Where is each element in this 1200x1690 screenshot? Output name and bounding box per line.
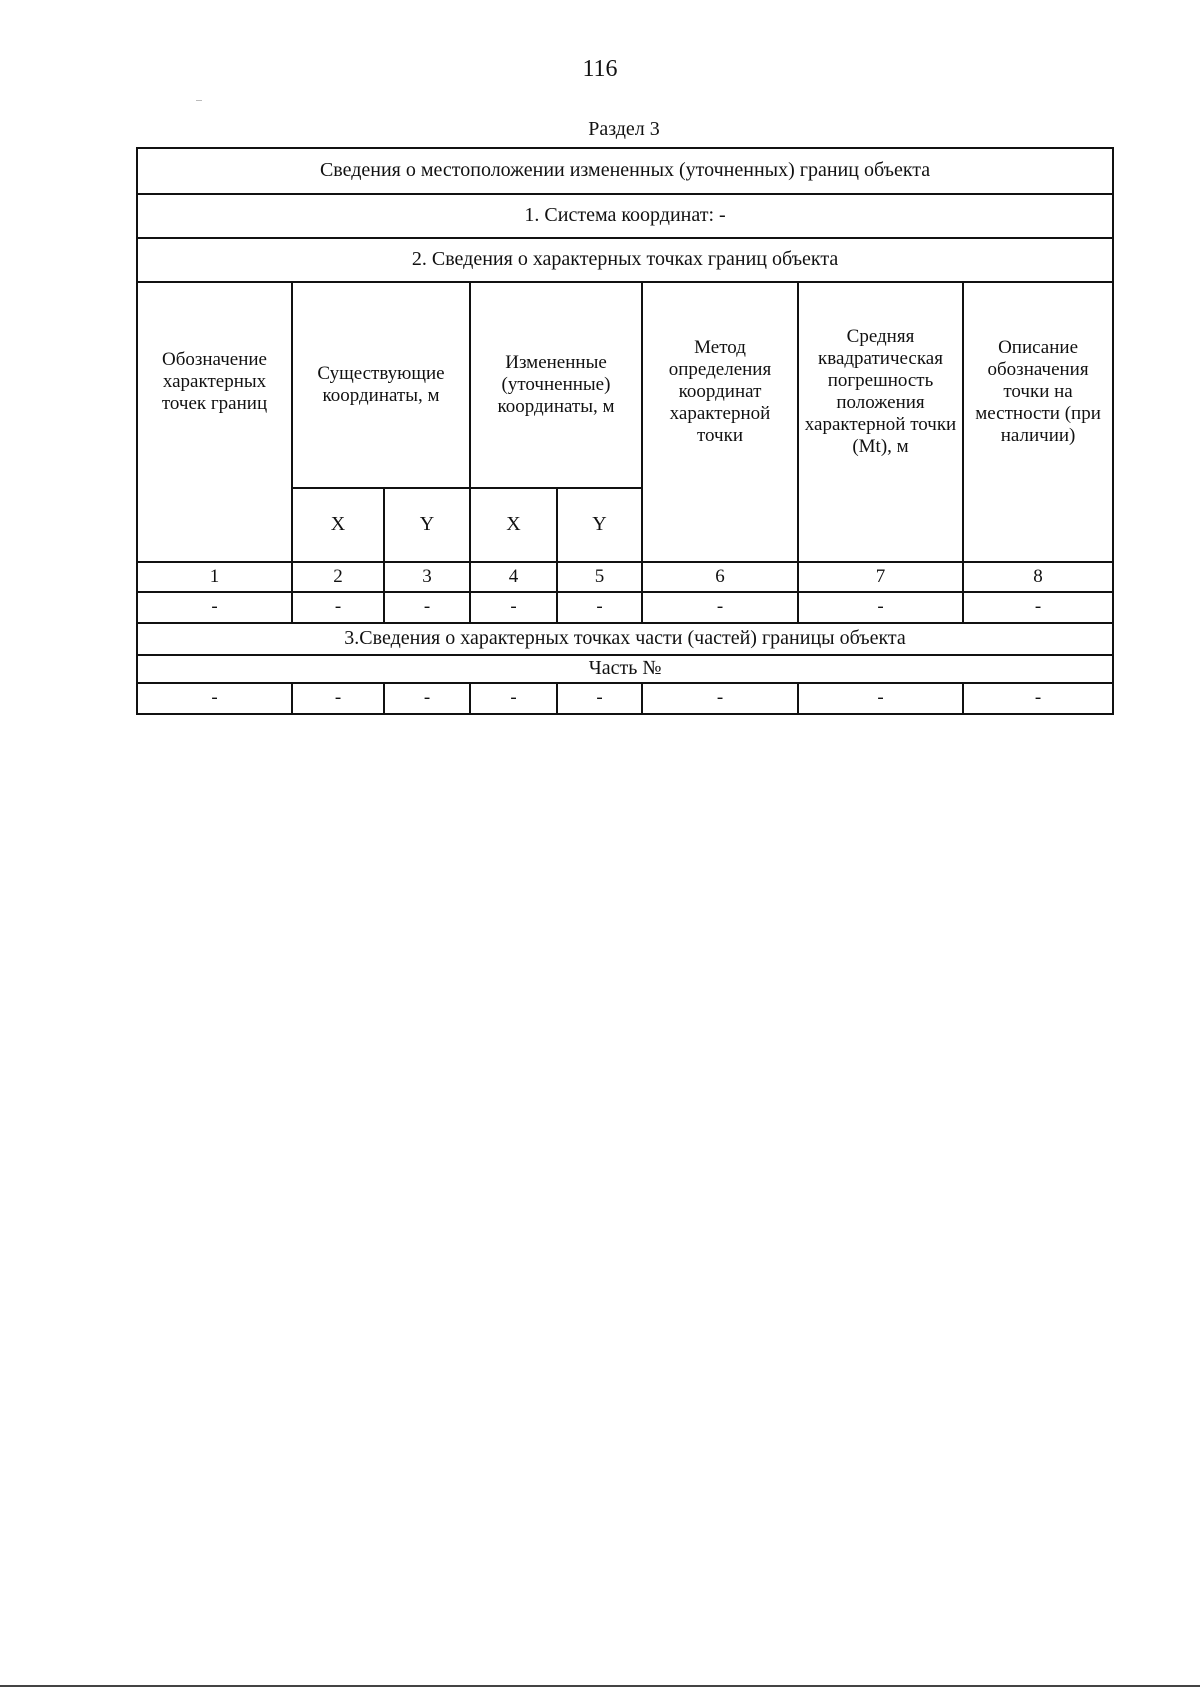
part-label: Часть № <box>137 655 1113 683</box>
table-cell: - <box>292 683 384 714</box>
coordinate-system-line: 1. Система координат: - <box>137 194 1113 238</box>
page-bottom-rule <box>0 1685 1200 1687</box>
scan-speck <box>196 100 202 101</box>
header-y-changed: Y <box>557 488 642 562</box>
page-number: 116 <box>582 56 618 82</box>
table-cell: - <box>470 683 557 714</box>
table-cell: - <box>137 592 292 623</box>
table-cell: - <box>798 683 963 714</box>
table-cell: - <box>963 592 1113 623</box>
header-description: Описание обозначения точки на местности (при наличии) <box>963 282 1113 562</box>
header-mean-error: Средняя квадратическая погрешность положения характерной точки (Mt), м <box>798 282 963 562</box>
table-cell: - <box>292 592 384 623</box>
points-heading: 2. Сведения о характерных точках границ объекта <box>137 238 1113 282</box>
column-number: 6 <box>642 562 798 592</box>
table-cell: - <box>642 592 798 623</box>
column-number: 4 <box>470 562 557 592</box>
table-cell: - <box>963 683 1113 714</box>
table-cell: - <box>470 592 557 623</box>
table-cell: - <box>557 683 642 714</box>
header-method: Метод определения координат характерной точки <box>642 282 798 562</box>
column-number: 3 <box>384 562 470 592</box>
column-number: 2 <box>292 562 384 592</box>
parts-heading: 3.Сведения о характерных точках части (частей) границы объекта <box>137 623 1113 655</box>
column-number-row <box>137 562 1113 592</box>
header-point-designation: Обозначение характерных точек границ <box>137 282 292 562</box>
header-existing-coords: Существующие координаты, м <box>292 282 470 488</box>
table-cell: - <box>384 592 470 623</box>
table-cell: - <box>642 683 798 714</box>
table-row <box>137 683 1113 714</box>
column-number: 8 <box>963 562 1113 592</box>
table-title: Сведения о местоположении измененных (уточненных) границ объекта <box>137 148 1113 194</box>
column-number: 5 <box>557 562 642 592</box>
header-x-changed: X <box>470 488 557 562</box>
header-changed-coords: Измененные (уточненные) координаты, м <box>470 282 642 488</box>
table-cell: - <box>798 592 963 623</box>
table-cell: - <box>384 683 470 714</box>
table-cell: - <box>557 592 642 623</box>
table-cell: - <box>137 683 292 714</box>
section-title: Раздел 3 <box>588 118 660 140</box>
header-y-existing: Y <box>384 488 470 562</box>
boundary-table <box>136 147 1114 715</box>
table-row <box>137 592 1113 623</box>
column-number: 7 <box>798 562 963 592</box>
column-number: 1 <box>137 562 292 592</box>
header-x-existing: X <box>292 488 384 562</box>
